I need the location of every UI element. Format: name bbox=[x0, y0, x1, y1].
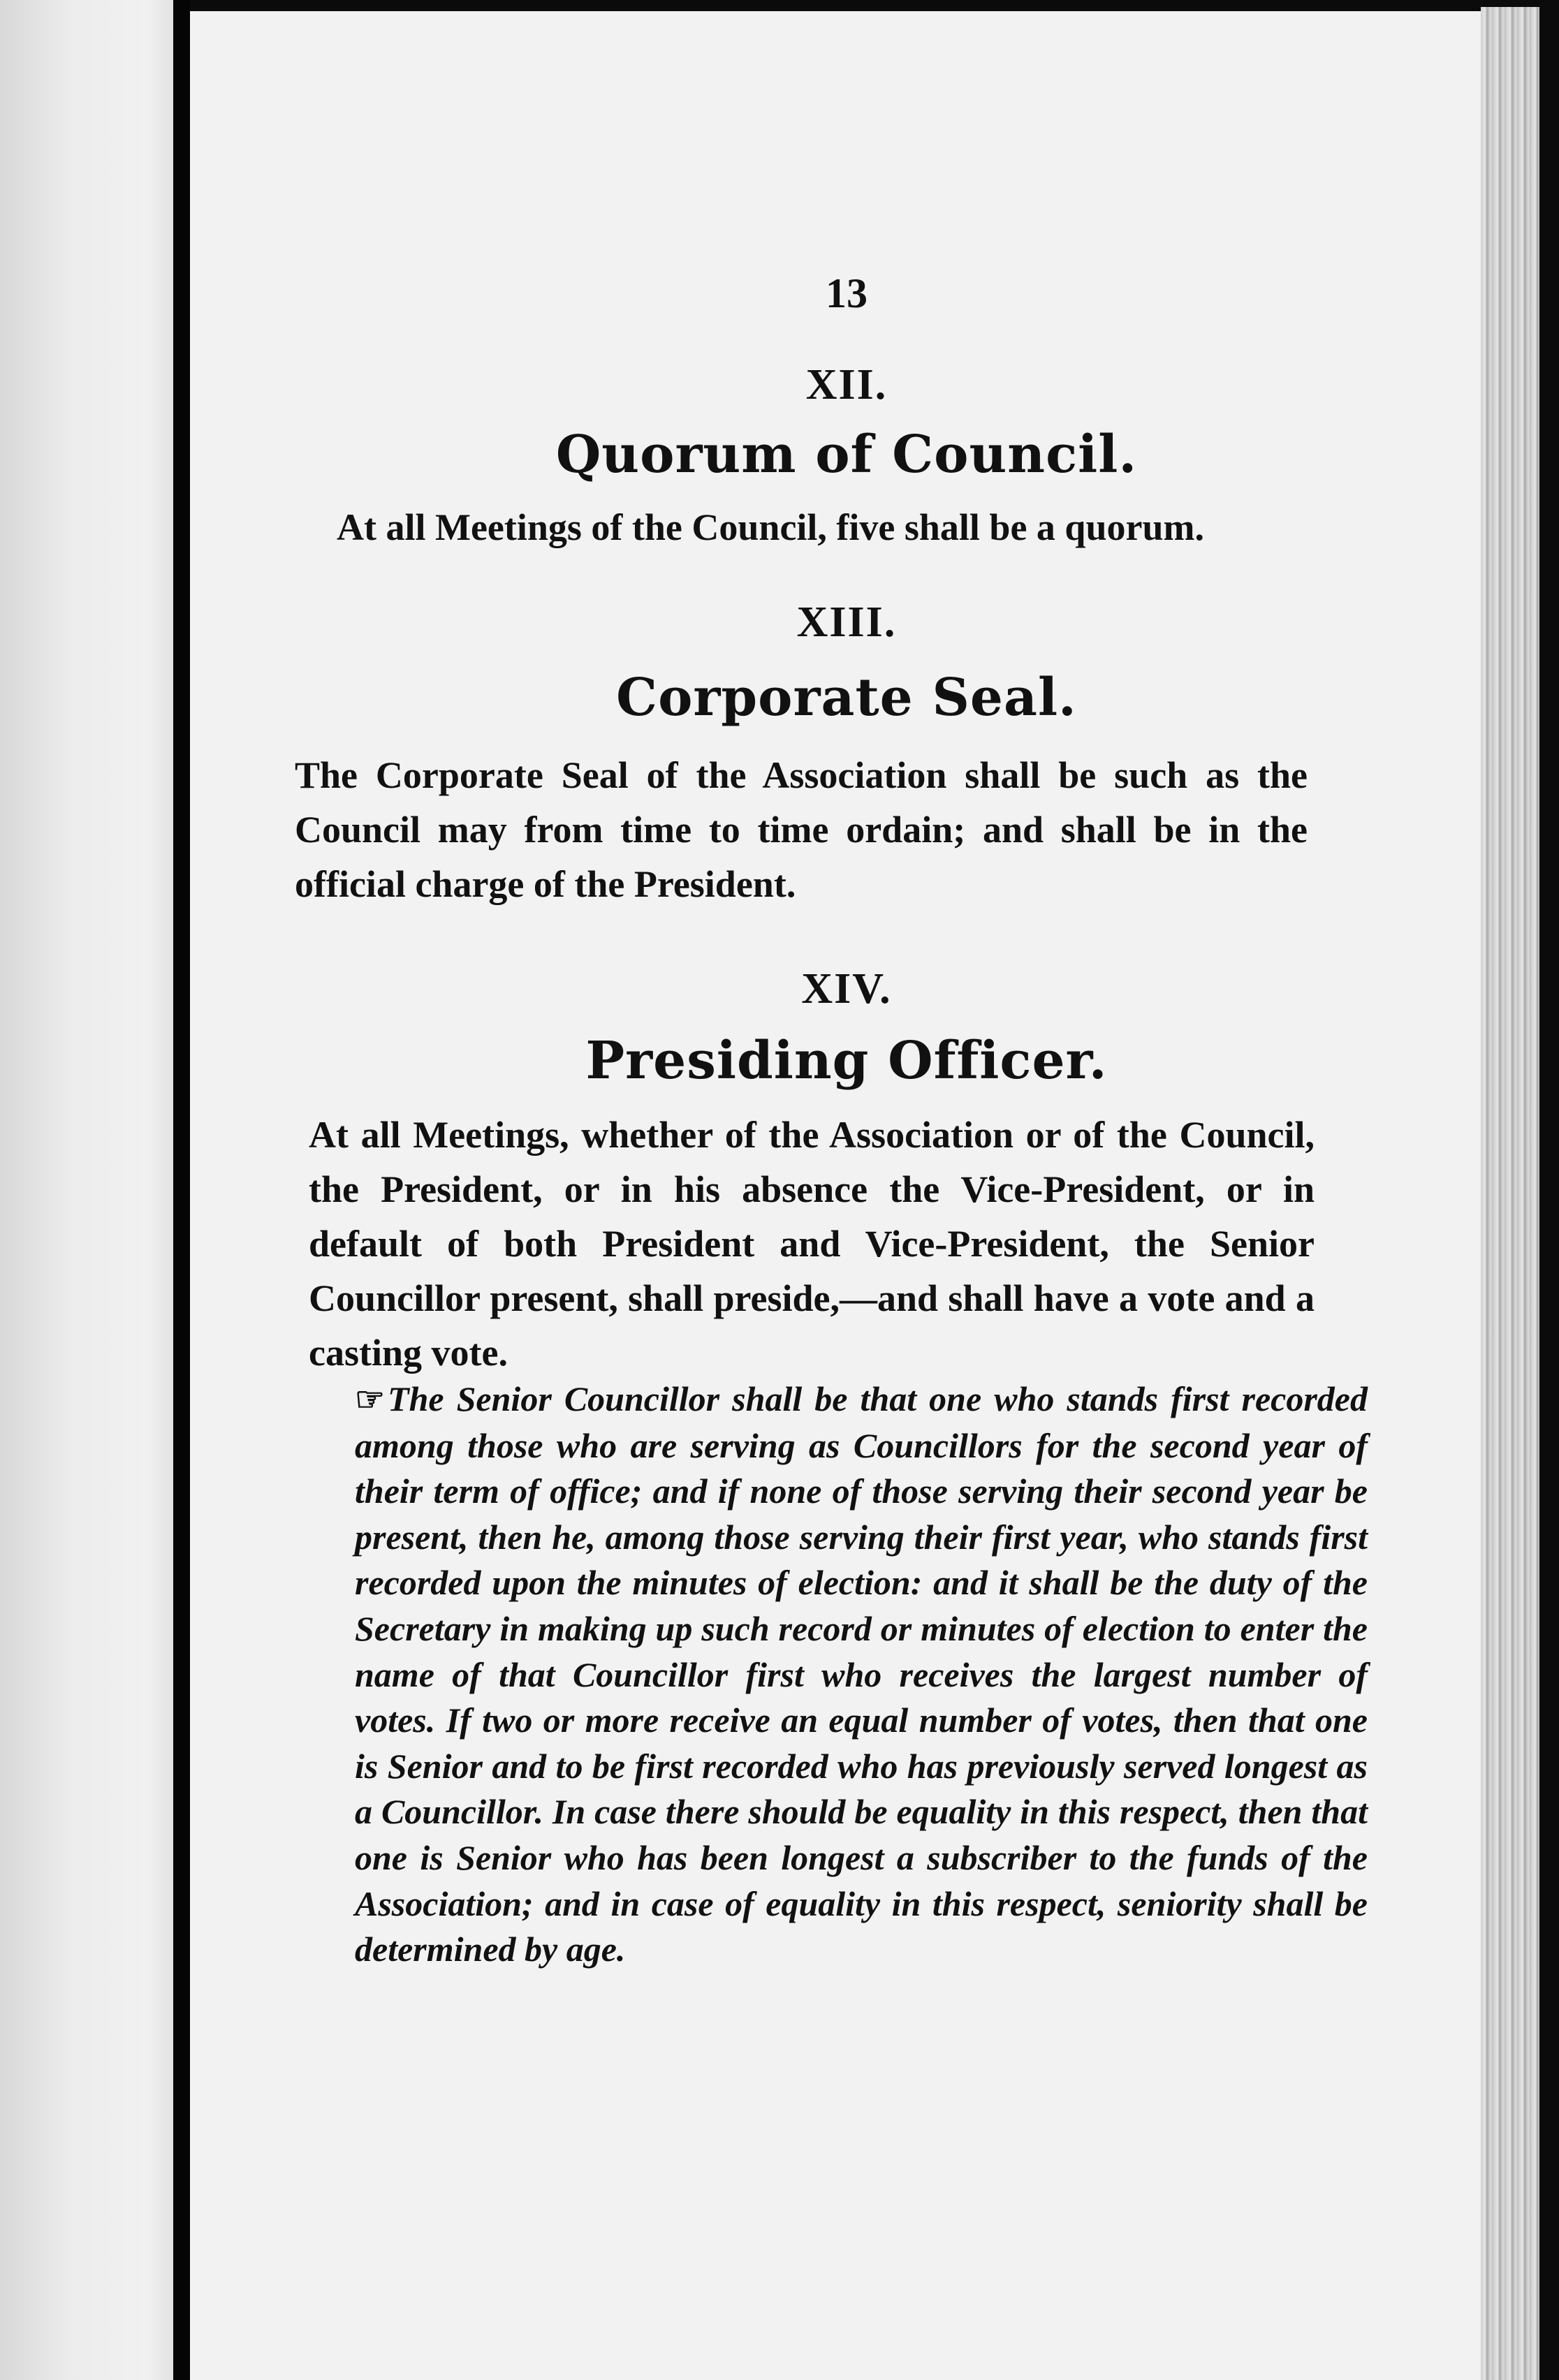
section-body-quorum: At all Meetings of the Council, five shall be a quorum. bbox=[337, 506, 1204, 548]
section-heading-corporate-seal: Corporate Seal. bbox=[616, 668, 1077, 728]
section-numeral-xiii: XIII. bbox=[796, 598, 897, 646]
section-heading-quorum: Quorum of Council. bbox=[555, 425, 1138, 485]
section-heading-presiding-officer: Presiding Officer. bbox=[585, 1031, 1108, 1091]
senior-councillor-note-text: The Senior Councillor shall be that one who stands first recorded among those who are serving as Councillors for the second year of their term of office; and if none of those serving their second year be present, then he, among those serving their first year, who stands first recorded upon the minutes of election: and it shall be the duty of the Secretary in making up such record or minutes of election to enter the name of that Councillor first who receives the largest number of votes. If two or more receive an equal number of votes, then that one is Senior and to be first recorded who has previously served longest as a Councillor. In case there should be equality in this respect, then that one is Senior who has been longest a subscriber to the funds of the Association; and in case of equality in this respect, seniority shall be determined by age. bbox=[355, 1379, 1368, 1969]
facing-page-edge bbox=[0, 0, 173, 2380]
page-stack-edge bbox=[1481, 7, 1559, 2380]
page-number: 13 bbox=[826, 270, 868, 316]
pointing-hand-icon: ☞ bbox=[355, 1381, 386, 1418]
book-gutter bbox=[173, 0, 190, 2380]
section-body-corporate-seal: The Corporate Seal of the Association shall be such as the Council may from time to time ordain; and shall be in the official charge of the President. bbox=[295, 754, 1308, 905]
section-numeral-xii: XII. bbox=[805, 361, 888, 409]
section-numeral-xiv: XIV. bbox=[801, 965, 892, 1013]
book-page bbox=[190, 11, 1481, 2380]
senior-councillor-note bbox=[355, 1376, 1368, 1973]
section-body-presiding-officer: At all Meetings, whether of the Association or of the Council, the President, or in his absence the Vice-President, or in default of both President and Vice-President, the Senior Councillor present, shall preside,—and shall have a vote and a casting vote. bbox=[309, 1114, 1315, 1374]
